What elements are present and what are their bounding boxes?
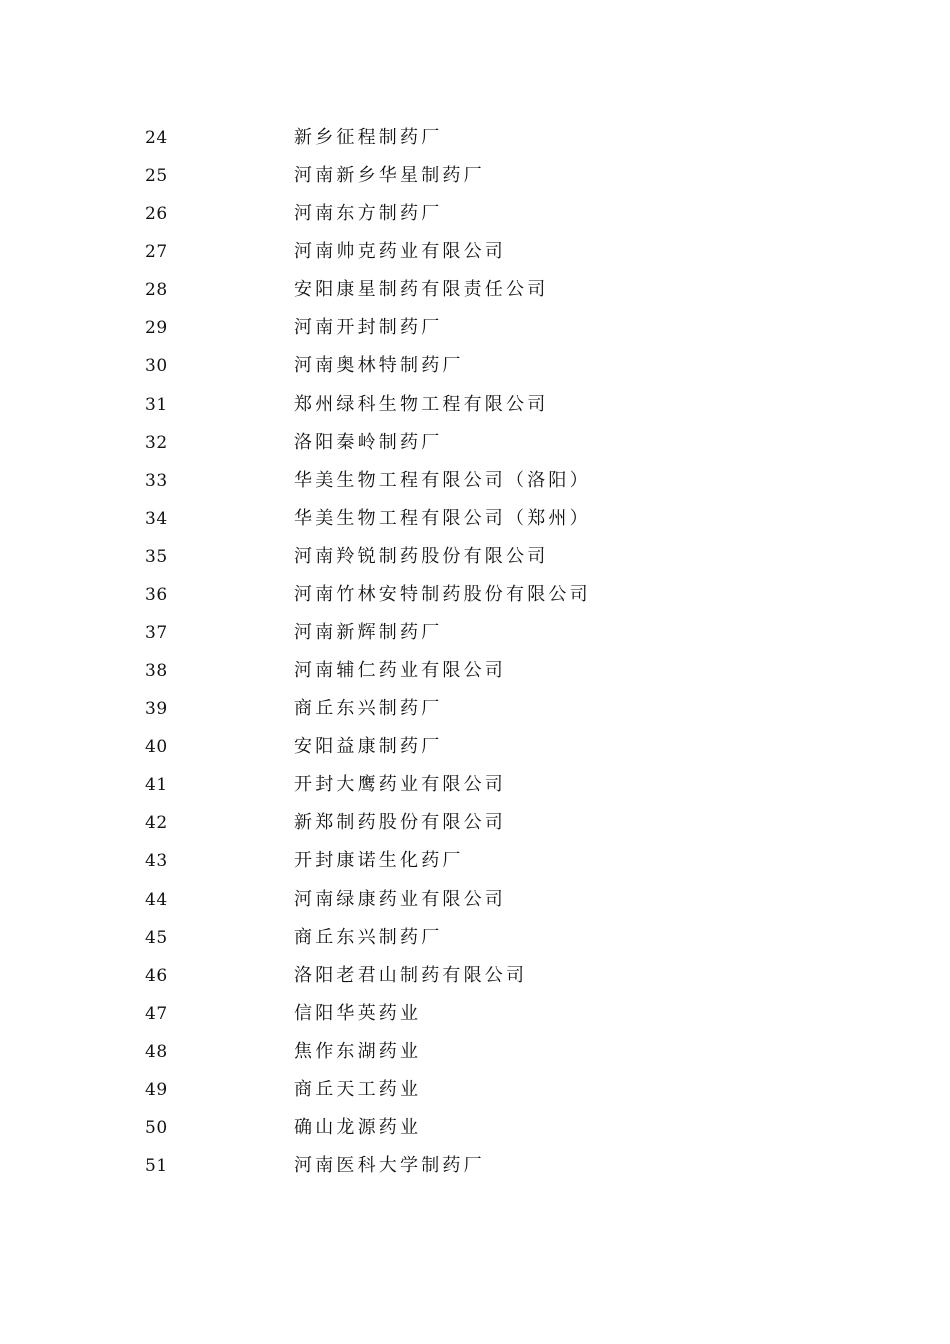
- company-name: 开封大鹰药业有限公司: [294, 774, 506, 796]
- list-item: [0, 1033, 950, 1071]
- row-number: 34: [145, 508, 168, 529]
- row-number: 45: [145, 927, 168, 948]
- company-name: 河南竹林安特制药股份有限公司: [294, 583, 591, 605]
- list-item: [0, 462, 950, 500]
- row-number: 51: [145, 1156, 168, 1177]
- row-number: 39: [145, 699, 168, 720]
- row-number: 35: [145, 546, 168, 567]
- row-number: 24: [145, 128, 168, 148]
- list-item: [0, 309, 950, 347]
- company-name: 河南医科大学制药厂: [294, 1155, 485, 1177]
- row-number: 25: [145, 166, 168, 187]
- list-item: [0, 995, 950, 1033]
- company-name: 洛阳秦岭制药厂: [294, 431, 443, 453]
- row-number: 33: [145, 470, 168, 491]
- company-name: 河南新辉制药厂: [294, 622, 443, 644]
- company-name: 华美生物工程有限公司（郑州）: [294, 507, 591, 529]
- row-number: 31: [145, 394, 168, 415]
- list-item: [0, 347, 950, 385]
- company-name: 河南开封制药厂: [294, 317, 443, 339]
- row-number: 28: [145, 280, 168, 301]
- company-name: 新郑制药股份有限公司: [294, 812, 506, 834]
- row-number: 40: [145, 737, 168, 758]
- list-item: [0, 652, 950, 690]
- row-number: 46: [145, 965, 168, 986]
- company-name: 华美生物工程有限公司（洛阳）: [294, 469, 591, 491]
- company-name: 河南羚锐制药股份有限公司: [294, 545, 549, 567]
- list-item: [0, 386, 950, 424]
- row-number: 41: [145, 775, 168, 796]
- list-item: [0, 576, 950, 614]
- list-item: [0, 957, 950, 995]
- list-item: [0, 119, 950, 157]
- company-name: 安阳康星制药有限责任公司: [294, 279, 549, 301]
- row-number: 32: [145, 432, 168, 453]
- company-name: 河南绿康药业有限公司: [294, 888, 506, 910]
- company-name: 商丘东兴制药厂: [294, 698, 443, 720]
- company-name: 开封康诺生化药厂: [294, 850, 464, 872]
- list-item: [0, 1071, 950, 1109]
- company-name: 商丘东兴制药厂: [294, 926, 443, 948]
- company-name: 确山龙源药业: [294, 1117, 422, 1139]
- company-name: 信阳华英药业: [294, 1002, 422, 1024]
- list-item: [0, 271, 950, 309]
- list-item: [0, 881, 950, 919]
- list-item: [0, 690, 950, 728]
- row-number: 26: [145, 204, 168, 225]
- company-name: 商丘天工药业: [294, 1078, 422, 1100]
- list-item: [0, 614, 950, 652]
- company-name: 河南奥林特制药厂: [294, 355, 464, 377]
- list-item: [0, 728, 950, 766]
- list-item: [0, 1147, 950, 1185]
- row-number: 29: [145, 318, 168, 339]
- list-item: [0, 500, 950, 538]
- company-name: 河南新乡华星制药厂: [294, 165, 485, 187]
- row-number: 36: [145, 584, 168, 605]
- list-item: [0, 919, 950, 957]
- list-item: [0, 1109, 950, 1147]
- row-number: 47: [145, 1003, 168, 1024]
- row-number: 42: [145, 813, 168, 834]
- row-number: 43: [145, 851, 168, 872]
- company-name: 河南辅仁药业有限公司: [294, 660, 506, 682]
- list-item: [0, 766, 950, 804]
- list-item: [0, 195, 950, 233]
- list-item: [0, 842, 950, 880]
- row-number: 49: [145, 1079, 168, 1100]
- list-item: [0, 233, 950, 271]
- list-item: [0, 804, 950, 842]
- company-name: 安阳益康制药厂: [294, 736, 443, 758]
- row-number: 27: [145, 242, 168, 263]
- row-number: 48: [145, 1041, 168, 1062]
- company-name: 洛阳老君山制药有限公司: [294, 964, 528, 986]
- company-name: 焦作东湖药业: [294, 1040, 422, 1062]
- row-number: 38: [145, 661, 168, 682]
- list-item: [0, 157, 950, 195]
- row-number: 30: [145, 356, 168, 377]
- company-name: 郑州绿科生物工程有限公司: [294, 393, 549, 415]
- company-name: 新乡征程制药厂: [294, 127, 443, 148]
- row-number: 37: [145, 623, 168, 644]
- list-item: [0, 424, 950, 462]
- company-name: 河南帅克药业有限公司: [294, 241, 506, 263]
- company-name: 河南东方制药厂: [294, 203, 443, 225]
- list-item: [0, 538, 950, 576]
- row-number: 44: [145, 889, 168, 910]
- row-number: 50: [145, 1118, 168, 1139]
- company-list: [0, 119, 950, 1185]
